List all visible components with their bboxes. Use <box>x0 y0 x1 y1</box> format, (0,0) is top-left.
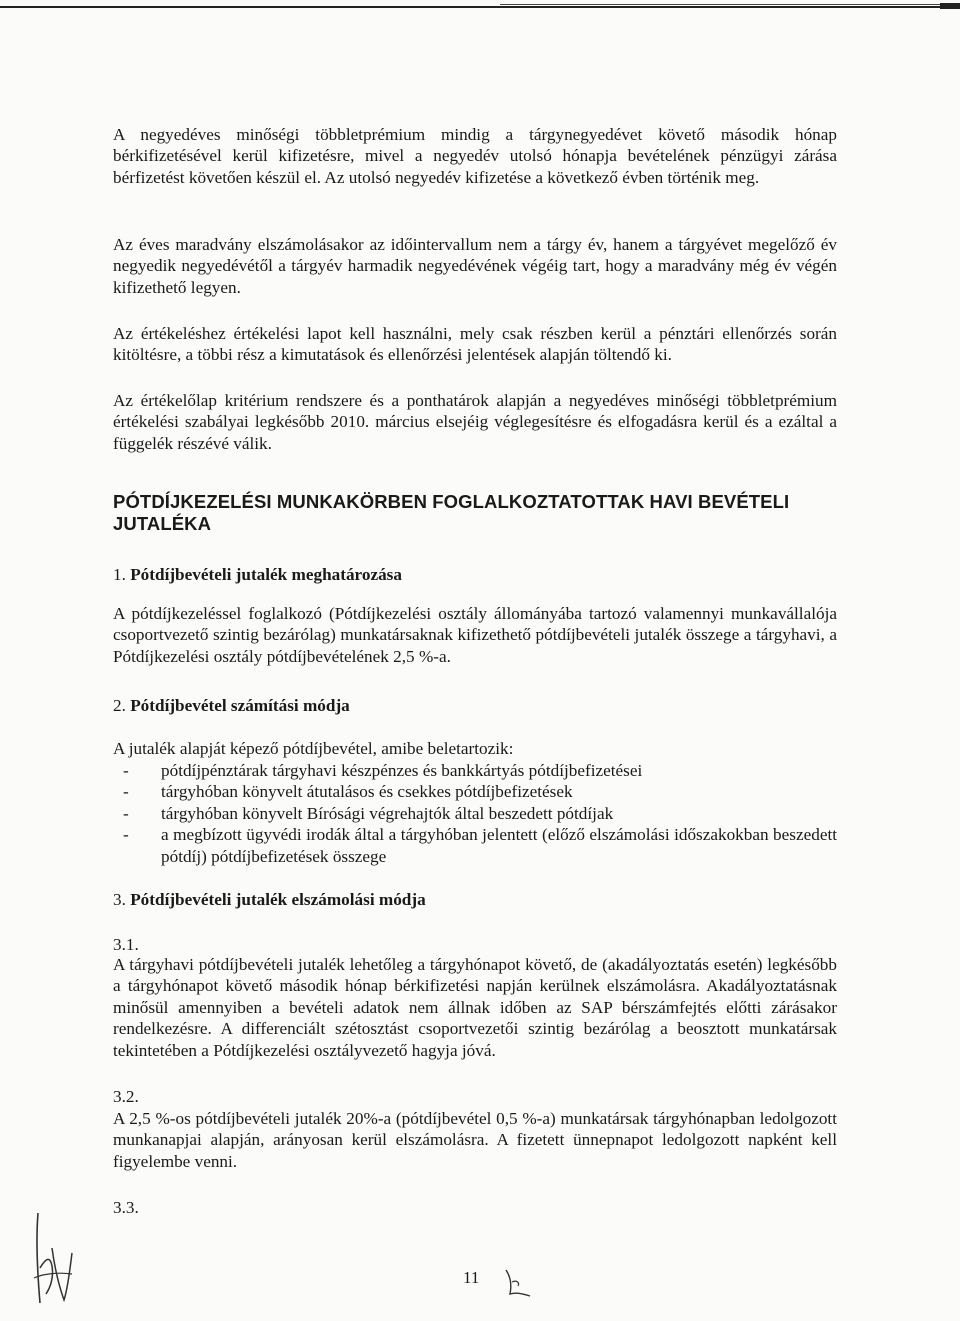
subsection-3-title-text: Pótdíjbevételi jutalék elszámolási módja <box>130 890 426 909</box>
subsection-3-1-text: A tárgyhavi pótdíjbevételi jutalék lehetőleg a tárgyhónapot követő, de (akadályoztatás esetén) legkésőbb a tárgyhónapot követő második hónap bérkifizetési napján kerülnek elszámolásra. Akadályoztatásnak minősül amennyiben a bevételi adatok nem állnak időben az SAP bérszámfejtés előtti zárásakor rendelkezésre. A differenciált szétosztást csoportvezetői szintig bezárólag a beosztott munkatársak tekintetében a Pótdíjkezelési osztályvezető hagyja jóvá. <box>113 955 837 1060</box>
subsection-3-number: 3. <box>113 890 126 909</box>
subsection-3-3-label: 3.3. <box>113 1198 139 1217</box>
paragraph-2: Az éves maradvány elszámolásakor az időintervallum nem a tárgy év, hanem a tárgyévet megelőző év negyedik negyedévétől a tárgyév harmadik negyedévének végéig tart, hogy a maradvány még év végén kifizethető legyen. <box>113 235 837 297</box>
list-item: - pótdíjpénztárak tárgyhavi készpénzes és bankkártyás pótdíjbefizetései <box>113 760 837 781</box>
subsection-3-1-label: 3.1. <box>113 935 139 954</box>
subsection-1-text: A pótdíjkezeléssel foglalkozó (Pótdíjkezelési osztály állományába tartozó valamennyi munkavállalója csoportvezető szintig bezárólag) munkatársaknak kifizethető pótdíjbevételi jutalék összege a tárgyhavi, a Pótdíjkezelési osztály pótdíjbevételének 2,5 %-a. <box>113 604 837 666</box>
subsection-3-title <box>113 889 837 910</box>
list-item: - tárgyhóban könyvelt Bírósági végrehajtók által beszedett pótdíjak <box>113 803 837 824</box>
subsection-3-2-label: 3.2. <box>113 1087 139 1106</box>
paragraph-1: A negyedéves minőségi többletprémium mindig a tárgynegyedévet követő második hónap bérkifizetésével kerül kifizetésre, mivel a negyedév utolsó hónapja bevételének pénzügyi zárása bérfizetést követően készül el. Az utolsó negyedév kifizetése a következő évben történik meg. <box>113 125 837 187</box>
subsection-2-number: 2. <box>113 696 126 715</box>
subsection-2-title <box>113 695 837 716</box>
subsection-1-title <box>113 564 837 585</box>
subsection-3-2-text: A 2,5 %-os pótdíjbevételi jutalék 20%-a (pótdíjbevétel 0,5 %-a) munkatársak tárgyhónapban ledolgozott munkanapjai alapján, arányosan kerül elszámolásra. A fizetett ünnepnapot ledolgozott napként kell figyelembe venni. <box>113 1109 837 1171</box>
scan-top-border-thin <box>500 4 960 5</box>
section-heading: PÓTDÍJKEZELÉSI MUNKAKÖRBEN FOGLALKOZTATOTTAK HAVI BEVÉTELI JUTALÉKA <box>113 491 790 534</box>
list-item: - tárgyhóban könyvelt átutalásos és csekkes pótdíjbefizetések <box>113 781 837 802</box>
handwritten-signature <box>28 1208 78 1308</box>
subsection-2-list <box>113 760 837 867</box>
scan-corner-mark <box>940 3 960 9</box>
subsection-2-title-text: Pótdíjbevétel számítási módja <box>130 696 350 715</box>
subsection-1-number: 1. <box>113 565 126 584</box>
list-item: - a megbízott ügyvédi irodák által a tárgyhóban jelentett (előző elszámolási időszakokban beszedett pótdíj) pótdíjbefizetések összege <box>113 824 837 867</box>
handwritten-initial <box>500 1262 540 1302</box>
scan-top-border <box>0 6 960 8</box>
page-number: 11 <box>463 1268 480 1287</box>
paragraph-3: Az értékeléshez értékelési lapot kell használni, mely csak részben kerül a pénztári ellenőrzés során kitöltésre, a többi rész a kimutatások és ellenőrzési jelentések alapján töltendő ki. <box>113 324 837 365</box>
subsection-1-title-text: Pótdíjbevételi jutalék meghatározása <box>130 565 402 584</box>
subsection-2-intro: A jutalék alapját képező pótdíjbevétel, amibe beletartozik: <box>113 739 514 758</box>
paragraph-4: Az értékelőlap kritérium rendszere és a ponthatárok alapján a negyedéves minőségi többletprémium értékelési szabályai legkésőbb 2010. március elsejéig véglegesítésre és elfogadásra kerül és a ezáltal a függelék részévé válik. <box>113 391 837 453</box>
